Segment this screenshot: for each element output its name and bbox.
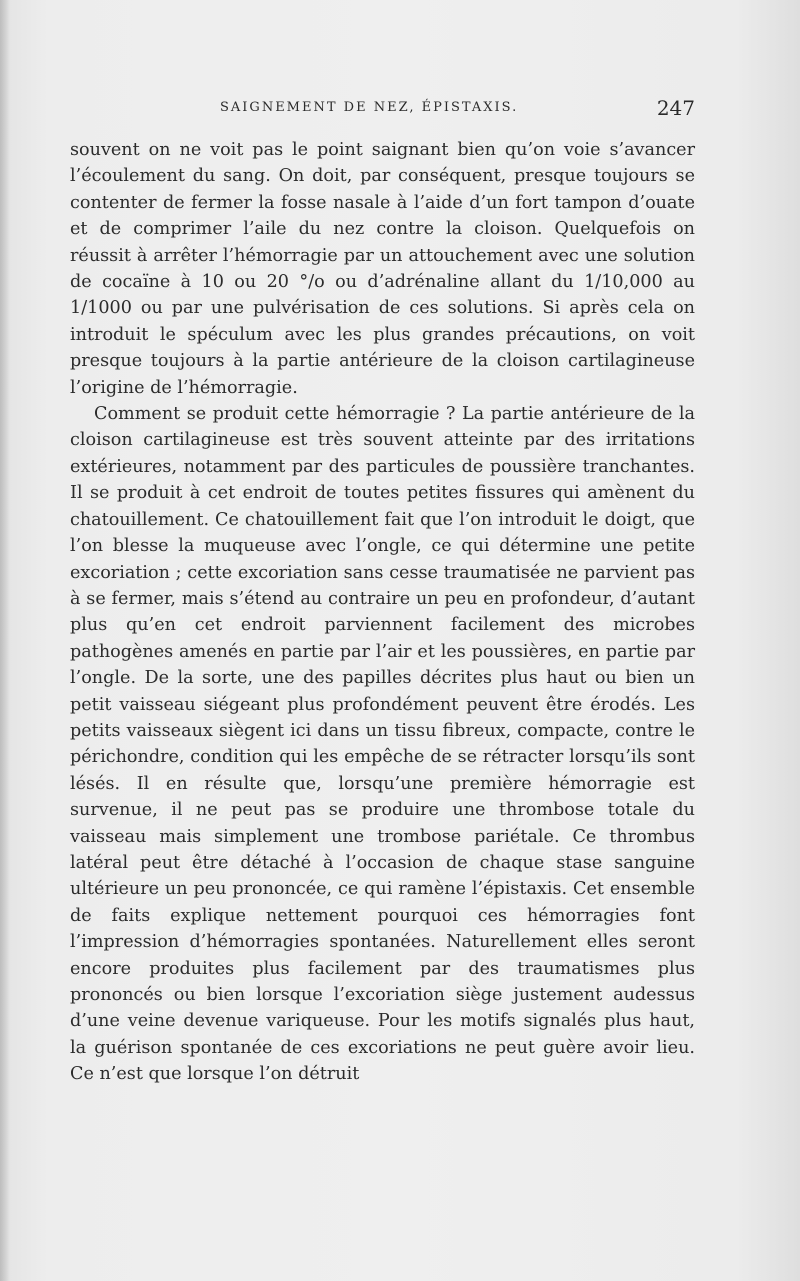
body-text bbox=[70, 137, 695, 1088]
paragraph-continuation: souvent on ne voit pas le point saignant bien qu’on voie s’avancer l’écoulement du sang. On doit, par conséquent, presque toujours se contenter de fermer la fosse nasale à l’aide d’un fort tampon d’ouate et de comprimer l’aile du nez contre la cloison. Quelquefois on réussit à arrêter l’hémorragie par un attouchement avec une solution de cocaïne à 10 ou 20 °/o ou d’adrénaline allant du 1/10,000 au 1/1000 ou par une pulvérisation de ces solutions. Si après cela on introduit le spéculum avec les plus grandes précautions, on voit presque toujours à la partie antérieure de la cloison cartilagineuse l’origine de l’hémorragie. bbox=[70, 140, 695, 398]
page-number: 247 bbox=[656, 96, 695, 120]
running-title: SAIGNEMENT DE NEZ, ÉPISTAXIS. bbox=[220, 100, 519, 115]
paragraph: Comment se produit cette hémorragie ? La partie antérieure de la cloison cartilagineuse est très souvent atteinte par des irritations extérieures, notamment par des particules de poussière tranchantes. Il se produit à cet endroit de toutes petites fissures qui amènent du chatouillement. Ce chatouillement fait que l’on introduit le doigt, que l’on blesse la muqueuse avec l’ongle, ce qui détermine une petite excoriation ; cette excoriation sans cesse traumatisée ne parvient pas à se fermer, mais s’étend au contraire un peu en profondeur, d’autant plus qu’en cet endroit parviennent facilement des microbes pathogènes amenés en partie par l’air et les poussières, en partie par l’ongle. De la sorte, une des papilles décrites plus haut ou bien un petit vaisseau siégeant plus profondément peuvent être érodés. Les petits vaisseaux siègent ici dans un tissu fibreux, compacte, contre le périchondre, condition qui les empêche de se rétracter lorsqu’ils sont lésés. Il en résulte que, lorsqu’une première hémorragie est survenue, il ne peut pas se produire une thrombose totale du vaisseau mais simplement une trombose pariétale. Ce thrombus latéral peut être détaché à l’occasion de chaque stase sanguine ultérieure un peu prononcée, ce qui ramène l’épistaxis. Cet ensemble de faits explique nettement pourquoi ces hémorragies font l’impression d’hémorragies spontanées. Naturellement elles seront encore produites plus facilement par des traumatismes plus prononcés ou bien lorsque l’excoriation siège justement audessus d’une veine devenue variqueuse. Pour les motifs signalés plus haut, la guérison spontanée de ces excoriations ne peut guère avoir lieu. Ce n’est que lorsque l’on détruit bbox=[70, 404, 695, 1085]
gutter-shadow bbox=[0, 0, 10, 1281]
running-head bbox=[220, 96, 695, 126]
